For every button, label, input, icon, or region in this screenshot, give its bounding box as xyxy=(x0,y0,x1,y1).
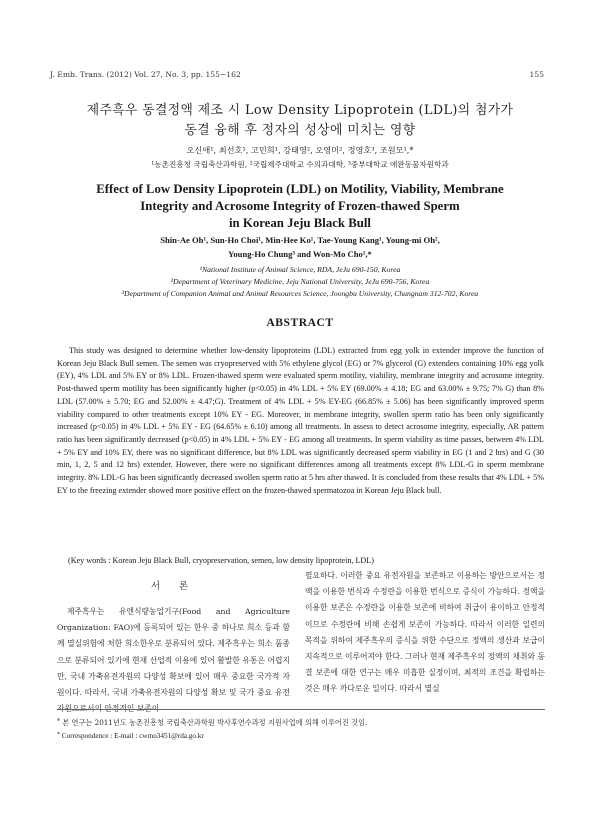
journal-citation: J. Emb. Trans. (2012) Vol. 27, No. 3, pp. 155~162 xyxy=(50,70,241,79)
footnote-divider xyxy=(57,709,545,710)
funding-footnote: * 본 연구는 2011년도 농촌진흥청 국립축산과학원 박사후연수과정 지원사업에 의해 이루어진 것임. xyxy=(57,718,368,727)
intro-right-column xyxy=(305,568,545,698)
intro-right-paragraph: 필요하다. 이러한 중요 유전자원을 보존하고 이용하는 방안으로서는 정액을 이용한 번식과 수정란을 이용한 번식으로 증식이 가능하다. 정액을 이용한 보존은 수정란을 이용한 보존에 비하여 취급이 용이하고 안정적이므로 수정란에 비해 손쉽게 보존이 가능하다. 따라서 이러한 일련의 목적을 위하여 제주흑우의 증식을 위한 수단으로 정액의 생산과 보급이 지속적으로 이루어져야 한다. 그러나 현재 제주흑우의 정액의 채취와 동결 보존에 대한 연구는 매우 미흡한 실정이며, 최적의 조건을 확립하는 것은 매우 까다로운 일이다. 따라서 멸실 xyxy=(305,571,545,694)
english-authors-line-1: Shin-Ae Oh¹, Sun-Ho Choi¹, Min-Hee Ko¹, Tae-Young Kang¹, Young-mi Oh², xyxy=(160,235,440,245)
page-number: 155 xyxy=(529,70,544,79)
korean-title-line-2: 동결 융해 후 정자의 성상에 미치는 영향 xyxy=(184,123,416,138)
english-affiliation-1: ¹National Institute of Animal Science, RDA, JeJu 690-150, Korea xyxy=(199,265,401,274)
intro-heading: 서 론 xyxy=(150,581,197,592)
korean-title-line-1: 제주흑우 동결정액 제조 시 Low Density Lipoprotein (LDL)의 첨가가 xyxy=(86,103,514,118)
intro-left-column xyxy=(57,579,290,717)
english-title-line-1: Effect of Low Density Lipoprotein (LDL) on Motility, Viability, Membrane xyxy=(96,182,504,196)
korean-affiliations: ¹농촌진흥청 국립축산과학원, ²국립제주대학교 수의과대학, ³중부대학교 애완동물자원학과 xyxy=(151,160,449,169)
english-affiliation-3: ³Department of Companion Animal and Animal Resources Science, Joongbu University, Chungnam 312-702, Korea xyxy=(121,289,479,298)
correspondence-footnote: * Correspondence : E-mail : cwmo3451@rda.go.kr xyxy=(57,732,204,740)
english-authors-line-2: Young-Ho Chung³ and Won-Mo Cho¹,* xyxy=(228,249,372,259)
funding-footnote-text: 본 연구는 2011년도 농촌진흥청 국립축산과학원 박사후연수과정 지원사업에 의해 이루어진 것임. xyxy=(62,718,368,727)
intro-left-paragraph: 제주흑우는 유엔식량농업기구(Food and Agriculture Organization: FAO)에 등록되어 있는 한우 중 하나로 희소 등과 함께 멸실위험에 처한 희소한우로 분류되어 있다. 제주흑우는 희소 품종으로 분류되어 있기에 현재 산업적 이용에 있어 활발한 유통은 어렵지만, 국내 가축유전자원의 다양성 확보에 있어 매우 중요한 국가적 자원이다. 따라서, 국내 가축유전자원의 다양성 확보 및 국가 중요 유전자원으로서의 안정적인 보존이 xyxy=(57,607,290,714)
korean-authors: 오신애¹, 최선호¹, 고민희¹, 강태영², 오영미², 정영호³, 조원모¹,* xyxy=(186,145,414,155)
abstract-heading: ABSTRACT xyxy=(266,316,334,329)
english-title-line-3: in Korean Jeju Black Bull xyxy=(229,216,371,230)
abstract-body: This study was designed to determine whether low-density lipoproteins (LDL) extracted from egg yolk in extender improve the function of Korean Jeju Black Bull semen. The semen was cryopreserved with 5% ethylene glycol (EG) or 7% glycerol (G) extenders containing 10% egg yolk (EY), 4% LDL and 5% EY or 8% LDL. Frozen-thawed sperm were evaluated sperm motility, viability, membrane integrity and acrosome integrity. Post-thawed sperm motility has been significantly higher (p<0.05) in 4% LDL + 5% EY (69.00% ± 4.18; EG and 63.00% ± 9.75; 7% G) than 8% LDL (57.00% ± 5.70; EG and 52.00% ± 4.47;G). Treatment of 4% LDL + 5% EY-EG (66.85% ± 5.06) has been significantly improved sperm viability compared to other treatments except 10% EY - EG. Moreover, in membrane integrity, swollen sperm ratio has been only significantly increased (p<0.05) in 4% LDL + 5% EY - EG (64.65% ± 6.10) among all treatments. In assess to detect acrosome integrity, especially, AR pattern ratio has been significantly decreased (p<0.05) in 4% LDL + 5% EY - EG among all treatments. In sperm viability as time passes, between 4% LDL + 5% EY and 10% EY, there was no significant difference, but 8% LDL was significantly decreased sperm viability in EG (1 and 2 hrs) and G (30 min, 1, 2, 5 and 12 hrs) extender. However, there were no significant differences among all treatments except 8% LDL-G in sperm membrane integrity. 8% LDL-G has been significantly decreased swollen sperm ratio at 5 hrs after thawed. It is concluded from these results that 4% LDL + 5% EY to the freezing extender showed more positive effect on the frozen-thawed spermatozoa in Korean Jeju Black bull. xyxy=(57,346,544,495)
english-title-line-2: Integrity and Acrosome Integrity of Frozen-thawed Sperm xyxy=(140,199,460,213)
correspondence-footnote-text: Correspondence : E-mail : cwmo3451@rda.go.kr xyxy=(61,732,204,740)
keywords: (Key words : Korean Jeju Black Bull, cryopreservation, semen, low density lipoprotein, LDL) xyxy=(68,556,374,565)
english-affiliation-2: ²Department of Veterinary Medicine, Jeju National University, JeJu 690-756, Korea xyxy=(170,277,430,286)
